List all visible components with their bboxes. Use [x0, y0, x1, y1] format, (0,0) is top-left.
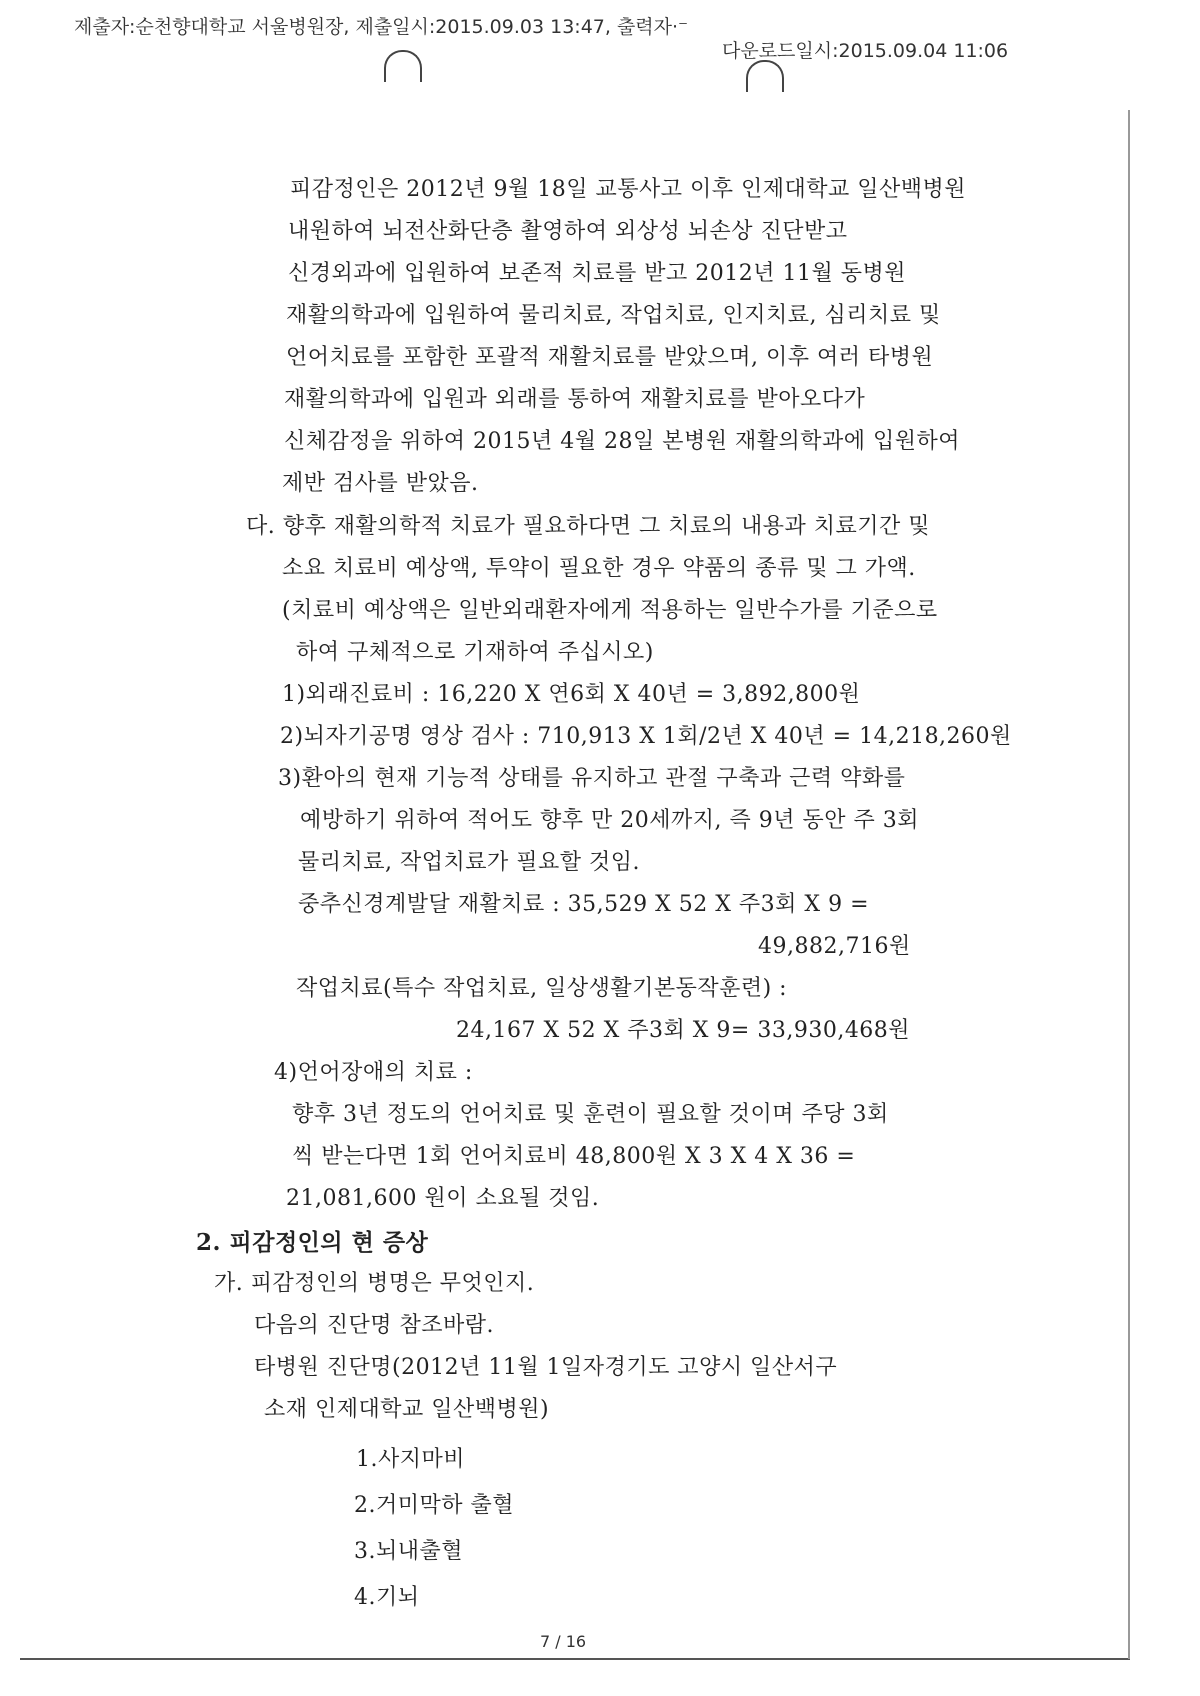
- diagnosis-item: 4.기뇌: [354, 1585, 420, 1610]
- other-hospital-diagnosis: 타병원 진단명(2012년 11월 1일자경기도 고양시 일산서구: [254, 1355, 838, 1380]
- occupational-therapy-calc: 24,167 X 52 X 주3회 X 9= 33,930,468원: [456, 1018, 911, 1043]
- cost-item-1: 1)외래진료비 : 16,220 X 연6회 X 40년 = 3,892,800원: [282, 682, 861, 707]
- cost-item-4: 4)언어장애의 치료 :: [274, 1060, 473, 1085]
- right-edge-line: [1128, 110, 1130, 1659]
- diagnosis-item: 2.거미막하 출혈: [354, 1493, 514, 1518]
- text-line: 신체감정을 위하여 2015년 4월 28일 본병원 재활의학과에 입원하여: [284, 429, 960, 454]
- diagnosis-item: 3.뇌내출혈: [354, 1539, 463, 1564]
- text-line: 피감정인은 2012년 9월 18일 교통사고 이후 인제대학교 일산백병원: [290, 177, 966, 202]
- text-line: 재활의학과에 입원과 외래를 통하여 재활치료를 받아오다가: [284, 387, 866, 412]
- punch-hole-mark: [746, 60, 784, 92]
- submitter-header: 제출자:순천향대학교 서울병원장, 제출일시:2015.09.03 13:47, 출력자·⁻: [74, 16, 689, 38]
- text-line: 내원하여 뇌전산화단층 촬영하여 외상성 뇌손상 진단받고: [288, 219, 848, 244]
- text-line: 재활의학과에 입원하여 물리치료, 작업치료, 인지치료, 심리치료 및: [286, 303, 941, 328]
- question-line: 다. 향후 재활의학적 치료가 필요하다면 그 치료의 내용과 치료기간 및: [246, 514, 930, 539]
- cost-item-4-line: 향후 3년 정도의 언어치료 및 훈련이 필요할 것이며 주당 3회: [292, 1102, 889, 1127]
- section-reference: 다음의 진단명 참조바람.: [254, 1313, 495, 1338]
- cost-item-4-line: 씩 받는다면 1회 언어치료비 48,800원 X 3 X 4 X 36 =: [292, 1144, 856, 1169]
- cost-item-3: 3)환아의 현재 기능적 상태를 유지하고 관절 구축과 근력 약화를: [278, 766, 906, 791]
- other-hospital-diagnosis: 소재 인제대학교 일산백병원): [264, 1397, 550, 1422]
- question-line: 소요 치료비 예상액, 투약이 필요한 경우 약품의 종류 및 그 가액.: [282, 556, 916, 581]
- cns-rehab-total: 49,882,716원: [758, 934, 911, 959]
- diagnosis-item: 1.사지마비: [356, 1447, 465, 1472]
- section-heading: 2. 피감정인의 현 증상: [196, 1229, 429, 1256]
- occupational-therapy-line: 작업치료(특수 작업치료, 일상생활기본동작훈련) :: [296, 976, 788, 1001]
- text-line: 제반 검사를 받았음.: [282, 471, 479, 496]
- cns-rehab-line: 중추신경계발달 재활치료 : 35,529 X 52 X 주3회 X 9 =: [298, 892, 870, 917]
- page-number: 7 / 16: [540, 1632, 587, 1651]
- download-header: 다운로드일시:2015.09.04 11:06: [722, 40, 1009, 62]
- bottom-edge-line: [20, 1658, 1130, 1660]
- text-line: 신경외과에 입원하여 보존적 치료를 받고 2012년 11월 동병원: [288, 261, 906, 286]
- cost-item-3-line: 예방하기 위하여 적어도 향후 만 20세까지, 즉 9년 동안 주 3회: [300, 808, 919, 833]
- cost-item-4-line: 21,081,600 원이 소요될 것임.: [286, 1186, 600, 1211]
- punch-hole-mark: [384, 50, 422, 82]
- cost-item-3-line: 물리치료, 작업치료가 필요할 것임.: [298, 850, 640, 875]
- section-question: 가. 피감정인의 병명은 무엇인지.: [214, 1271, 535, 1296]
- cost-item-2: 2)뇌자기공명 영상 검사 : 710,913 X 1회/2년 X 40년 = 14,218,260원: [280, 724, 1012, 749]
- text-line: 언어치료를 포함한 포괄적 재활치료를 받았으며, 이후 여러 타병원: [286, 345, 934, 370]
- question-line: (치료비 예상액은 일반외래환자에게 적용하는 일반수가를 기준으로: [282, 598, 938, 623]
- question-line: 하여 구체적으로 기재하여 주십시오): [296, 640, 654, 665]
